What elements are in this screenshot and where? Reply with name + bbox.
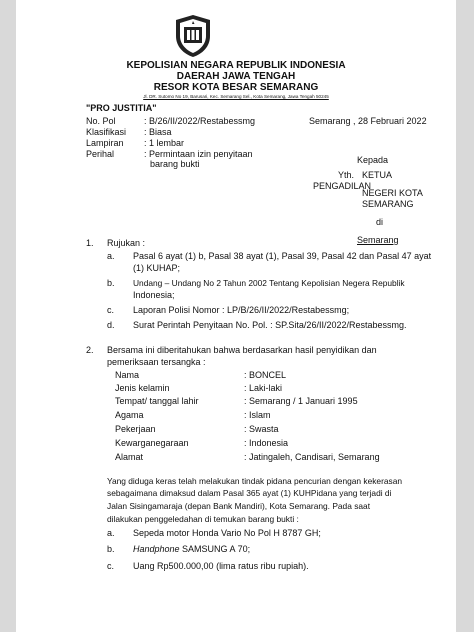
perihal-value-1: : Permintaan izin penyitaan	[144, 149, 253, 159]
section-1-number: 1.	[86, 238, 94, 248]
rujukan-a-letter: a.	[107, 251, 115, 261]
para-line-3: Jalan Sisingamaraja (depan Bank Mandiri), Kota Semarang. Pada saat	[107, 501, 371, 511]
rujukan-a-line-2: (1) KUHAP;	[133, 263, 181, 273]
evidence-c-text: Uang Rp500.000,00 (lima ratus ribu rupiah).	[133, 561, 309, 571]
para-line-2: sebagaimana dimaksud dalam Pasal 365 ayat (1) KUHPidana yang terjadi di	[107, 488, 392, 498]
evidence-a-letter: a.	[107, 528, 115, 538]
field-alamat-value: : Jatingaleh, Candisari, Semarang	[244, 452, 380, 462]
evidence-b-letter: b.	[107, 544, 115, 554]
evidence-b-line	[133, 544, 250, 554]
rujukan-a-line-1: Pasal 6 ayat (1) b, Pasal 38 ayat (1), Pasal 39, Pasal 42 dan Pasal 47 ayat	[133, 251, 432, 261]
field-agama-label: Agama	[115, 410, 144, 420]
section-2-intro-1: Bersama ini diberitahukan bahwa berdasarkan hasil penyidikan dan	[107, 345, 377, 355]
recipient-ketua: KETUA	[362, 170, 393, 180]
evidence-b-text: SAMSUNG A 70;	[179, 544, 251, 554]
klasifikasi-value: : Biasa	[144, 127, 172, 137]
evidence-b-italic: Handphone	[133, 544, 180, 554]
rujukan-b-line-1: Undang – Undang No 2 Tahun 2002 Tentang Kepolisian Negera Republik	[133, 278, 405, 288]
header-line-1: KEPOLISIAN NEGARA REPUBLIK INDONESIA	[126, 60, 346, 71]
recipient-kepada: Kepada	[357, 155, 389, 165]
header-address: Jl. DR. Sutomo No 19, Barusari, Kec. Semarang Sel., Kota Semarang, Jawa Tengah 50245	[143, 94, 329, 99]
evidence-c-letter: c.	[107, 561, 115, 571]
header-line-2: DAERAH JAWA TENGAH	[176, 71, 296, 82]
lampiran-label: Lampiran	[86, 138, 124, 148]
field-ttl-label: Tempat/ tanggal lahir	[115, 396, 199, 406]
field-jenis-kelamin-value: : Laki-laki	[244, 383, 283, 393]
field-nama-label: Nama	[115, 370, 140, 380]
rujukan-c-letter: c.	[107, 305, 115, 315]
field-agama-value: : Islam	[244, 410, 271, 420]
no-pol-label: No. Pol	[86, 116, 116, 126]
rujukan-d-letter: d.	[107, 320, 115, 330]
field-nama-value: : BONCEL	[244, 370, 287, 380]
lampiran-value: : 1 lembar	[144, 138, 185, 148]
klasifikasi-label: Klasifikasi	[86, 127, 127, 137]
para-line-4: dilakukan penggeledahan di temukan barang bukti :	[107, 514, 299, 524]
rujukan-d-line-1: Surat Perintah Penyitaan No. Pol. : SP.Sita/26/II/2022/Restabessmg.	[133, 320, 407, 330]
field-jenis-kelamin-label: Jenis kelamin	[115, 383, 170, 393]
recipient-city: Semarang	[357, 235, 399, 245]
recipient-yth: Yth.	[338, 170, 355, 180]
perihal-value-2: barang bukti	[150, 159, 200, 169]
police-emblem-logo	[174, 14, 212, 58]
perihal-label: Perihal	[86, 149, 115, 159]
header-line-3: RESOR KOTA BESAR SEMARANG	[153, 82, 319, 93]
no-pol-value: : B/26/II/2022/Restabessmg	[144, 116, 256, 126]
field-kewarganegaraan-label: Kewarganegaraan	[115, 438, 189, 448]
recipient-pengadilan: PENGADILAN	[313, 181, 372, 191]
section-2-intro-2: pemeriksaan tersangka :	[107, 357, 206, 367]
place-date: Semarang , 28 Februari 2022	[309, 116, 427, 126]
field-kewarganegaraan-value: : Indonesia	[244, 438, 289, 448]
evidence-a-text: Sepeda motor Honda Vario No Pol H 8787 GH;	[133, 528, 321, 538]
pro-justitia-label: "PRO JUSTITIA"	[86, 103, 157, 113]
para-line-1: Yang diduga keras telah melakukan tindak pidana pencurian dengan kekerasan	[107, 476, 403, 486]
field-ttl-value: : Semarang / 1 Januari 1995	[244, 396, 358, 406]
rujukan-c-line-1: Laporan Polisi Nomor : LP/B/26/II/2022/Restabessmg;	[133, 305, 350, 315]
recipient-negeri: NEGERI KOTA	[362, 188, 423, 198]
field-pekerjaan-value: : Swasta	[244, 424, 279, 434]
rujukan-b-letter: b.	[107, 278, 115, 288]
letter-page	[16, 0, 456, 632]
section-2-number: 2.	[86, 345, 94, 355]
recipient-di: di	[376, 217, 384, 227]
recipient-semarang-upper: SEMARANG	[362, 199, 414, 209]
rujukan-b-line-2: Indonesia;	[133, 290, 175, 300]
field-pekerjaan-label: Pekerjaan	[115, 424, 156, 434]
field-alamat-label: Alamat	[115, 452, 144, 462]
section-1-title: Rujukan :	[107, 238, 146, 248]
